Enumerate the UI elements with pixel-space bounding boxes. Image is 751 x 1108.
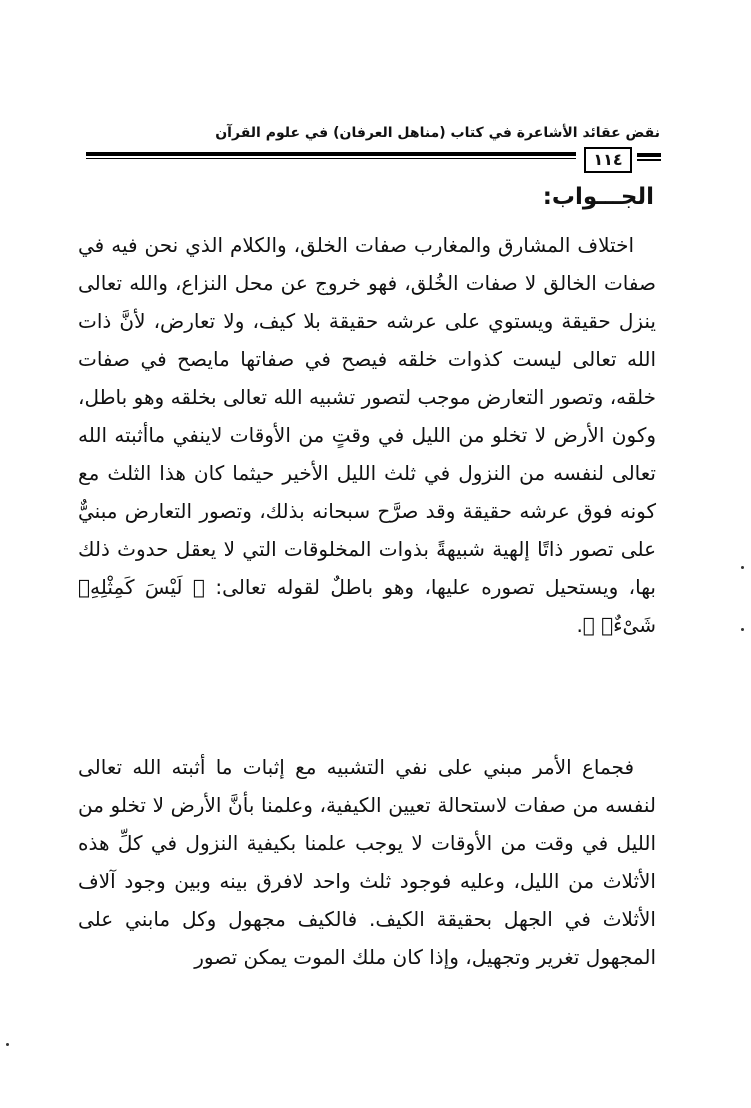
- paragraph-1-text: اختلاف المشارق والمغارب صفات الخلق، والكلام الذي نحن فيه في صفات الخالق لا صفات الخُلق، فهو خروج عن محل النزاع، والله تعالى ينزل حقيقة ويستوي على عرشه حقيقة بلا كيف، ولا تعارض، لأنَّ ذات الله تعالى ليست كذوات خلقه فيصح في صفاتها مايصح في صفات خلقه، وتصور التعارض موجب لتصور تشبيه الله تعالى بخلقه وهو باطل، وكون الأرض لا تخلو من الليل في وقتٍ من الأوقات لاينفي ماأثبته الله تعالى لنفسه من النزول في ثلث الليل الأخير حيثما كان هذا الثلث مع كونه فوق عرشه حقيقة وقد صرَّح سبحانه بذلك، وتصور التعارض مبنيٌّ على تصور ذاتًا إلهية شبيهةً بذوات المخلوقات التي لا يعقل حدوث ذلك بها، ويستحيل تصوره عليها، وهو باطلٌ لقوله تعالى: ﴿ لَيْسَ كَمِثْلِهِۦ شَىْءٌۖ ﴾.: [78, 233, 656, 637]
- margin-speck: [741, 566, 744, 569]
- running-title: نقض عقائد الأشاعرة في كتاب (مناهل العرفان) في علوم القرآن: [215, 125, 660, 141]
- paragraph-1: [78, 226, 656, 644]
- header-rule-end-thin: [637, 159, 661, 161]
- header-rule: [86, 145, 661, 175]
- margin-speck: [741, 628, 744, 631]
- header-rule-thick-line: [86, 152, 576, 156]
- paragraph-2: [78, 748, 656, 976]
- page-number: ١١٤: [584, 147, 632, 173]
- margin-speck: [6, 1043, 9, 1046]
- header-rule-thin-line: [86, 158, 576, 159]
- header-rule-end-thick: [637, 153, 661, 157]
- paragraph-2-text: فجماع الأمر مبني على نفي التشبيه مع إثبات ما أثبته الله تعالى لنفسه من صفات لاستحالة تعيين الكيفية، وعلمنا بأنَّ الأرض لا تخلو من الليل في وقت من الأوقات لا يوجب علمنا بكيفية النزول في كلِّ هذه الأثلاث من الليل، وعليه فوجود ثلث واحد لافرق بينه وبين وجود آلاف الأثلاث في الجهل بحقيقة الكيف. فالكيف مجهول وكل مابني على المجهول تغرير وتجهيل، وإذا كان ملك الموت يمكن تصور: [78, 755, 656, 969]
- section-heading: الجـــواب:: [542, 184, 654, 210]
